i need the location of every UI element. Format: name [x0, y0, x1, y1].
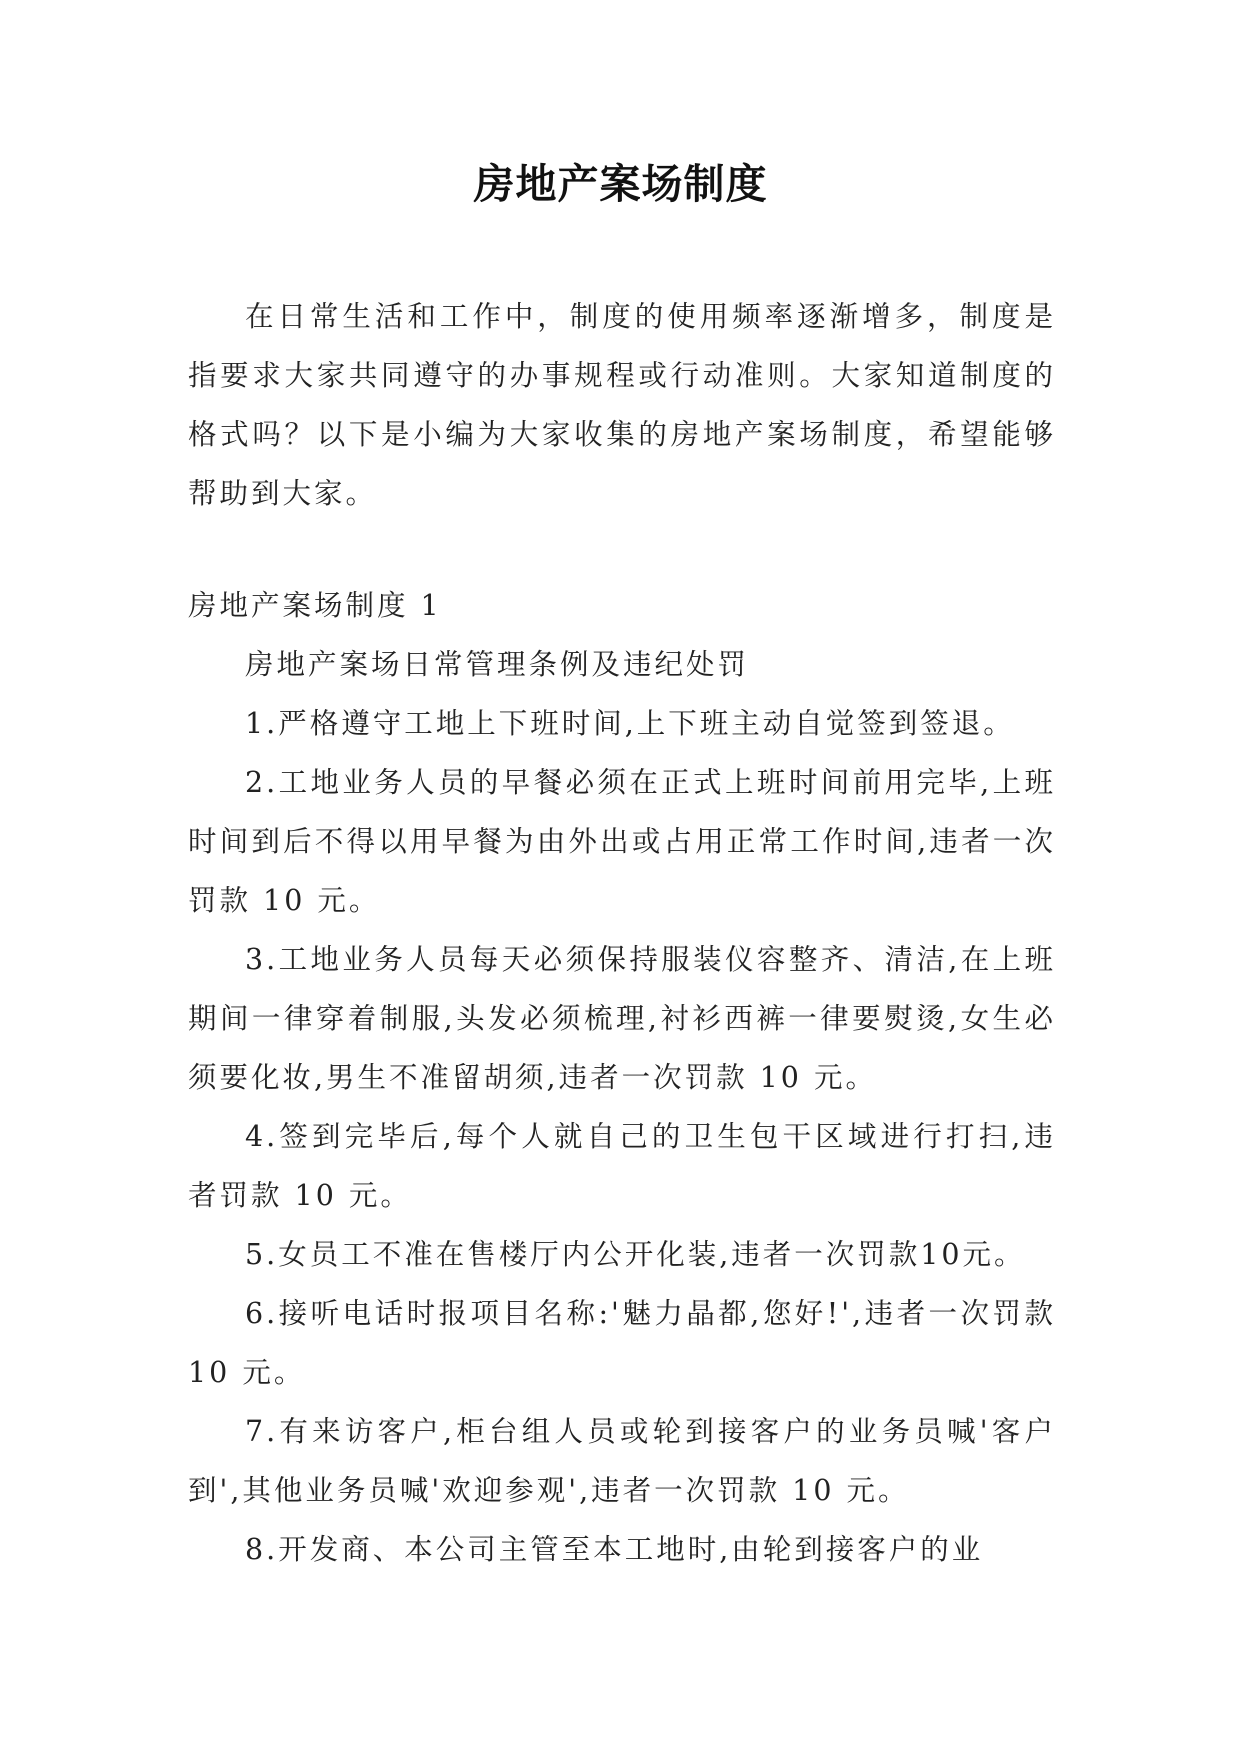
- rule-paragraph: 8.开发商、本公司主管至本工地时,由轮到接客户的业: [245, 1533, 984, 1566]
- rule-paragraph: 4.签到完毕后,每个人就自己的卫生包干区域进行打扫,违者罚款 10 元。: [188, 1120, 1056, 1212]
- section-block: [188, 576, 1056, 1579]
- document-title: 房地产案场制度: [473, 160, 768, 208]
- section-heading: 房地产案场制度 1: [188, 589, 442, 622]
- rule-paragraph: 1.严格遵守工地上下班时间,上下班主动自觉签到签退。: [245, 707, 1015, 740]
- intro-paragraph: 在日常生活和工作中，制度的使用频率逐渐增多，制度是指要求大家共同遵守的办事规程或行动准则。大家知道制度的格式吗？以下是小编为大家收集的房地产案场制度，希望能够帮助到大家。: [188, 300, 1056, 510]
- rule-paragraph: 3.工地业务人员每天必须保持服装仪容整齐、清洁,在上班期间一律穿着制服,头发必须梳理,衬衫西裤一律要熨烫,女生必须要化妆,男生不准留胡须,违者一次罚款 10 元。: [188, 943, 1056, 1094]
- rule-paragraph: 7.有来访客户,柜台组人员或轮到接客户的业务员喊'客户到',其他业务员喊'欢迎参观',违者一次罚款 10 元。: [188, 1415, 1056, 1507]
- rule-paragraph: 5.女员工不准在售楼厅内公开化装,违者一次罚款10元。: [245, 1238, 1026, 1271]
- rule-paragraph: 6.接听电话时报项目名称:'魅力晶都,您好!',违者一次罚款 10 元。: [188, 1297, 1056, 1389]
- section-subtitle: 房地产案场日常管理条例及违纪处罚: [245, 648, 750, 681]
- rule-paragraph: 2.工地业务人员的早餐必须在正式上班时间前用完毕,上班时间到后不得以用早餐为由外出或占用正常工作时间,违者一次罚款 10 元。: [188, 766, 1056, 917]
- intro-block: [188, 287, 1056, 523]
